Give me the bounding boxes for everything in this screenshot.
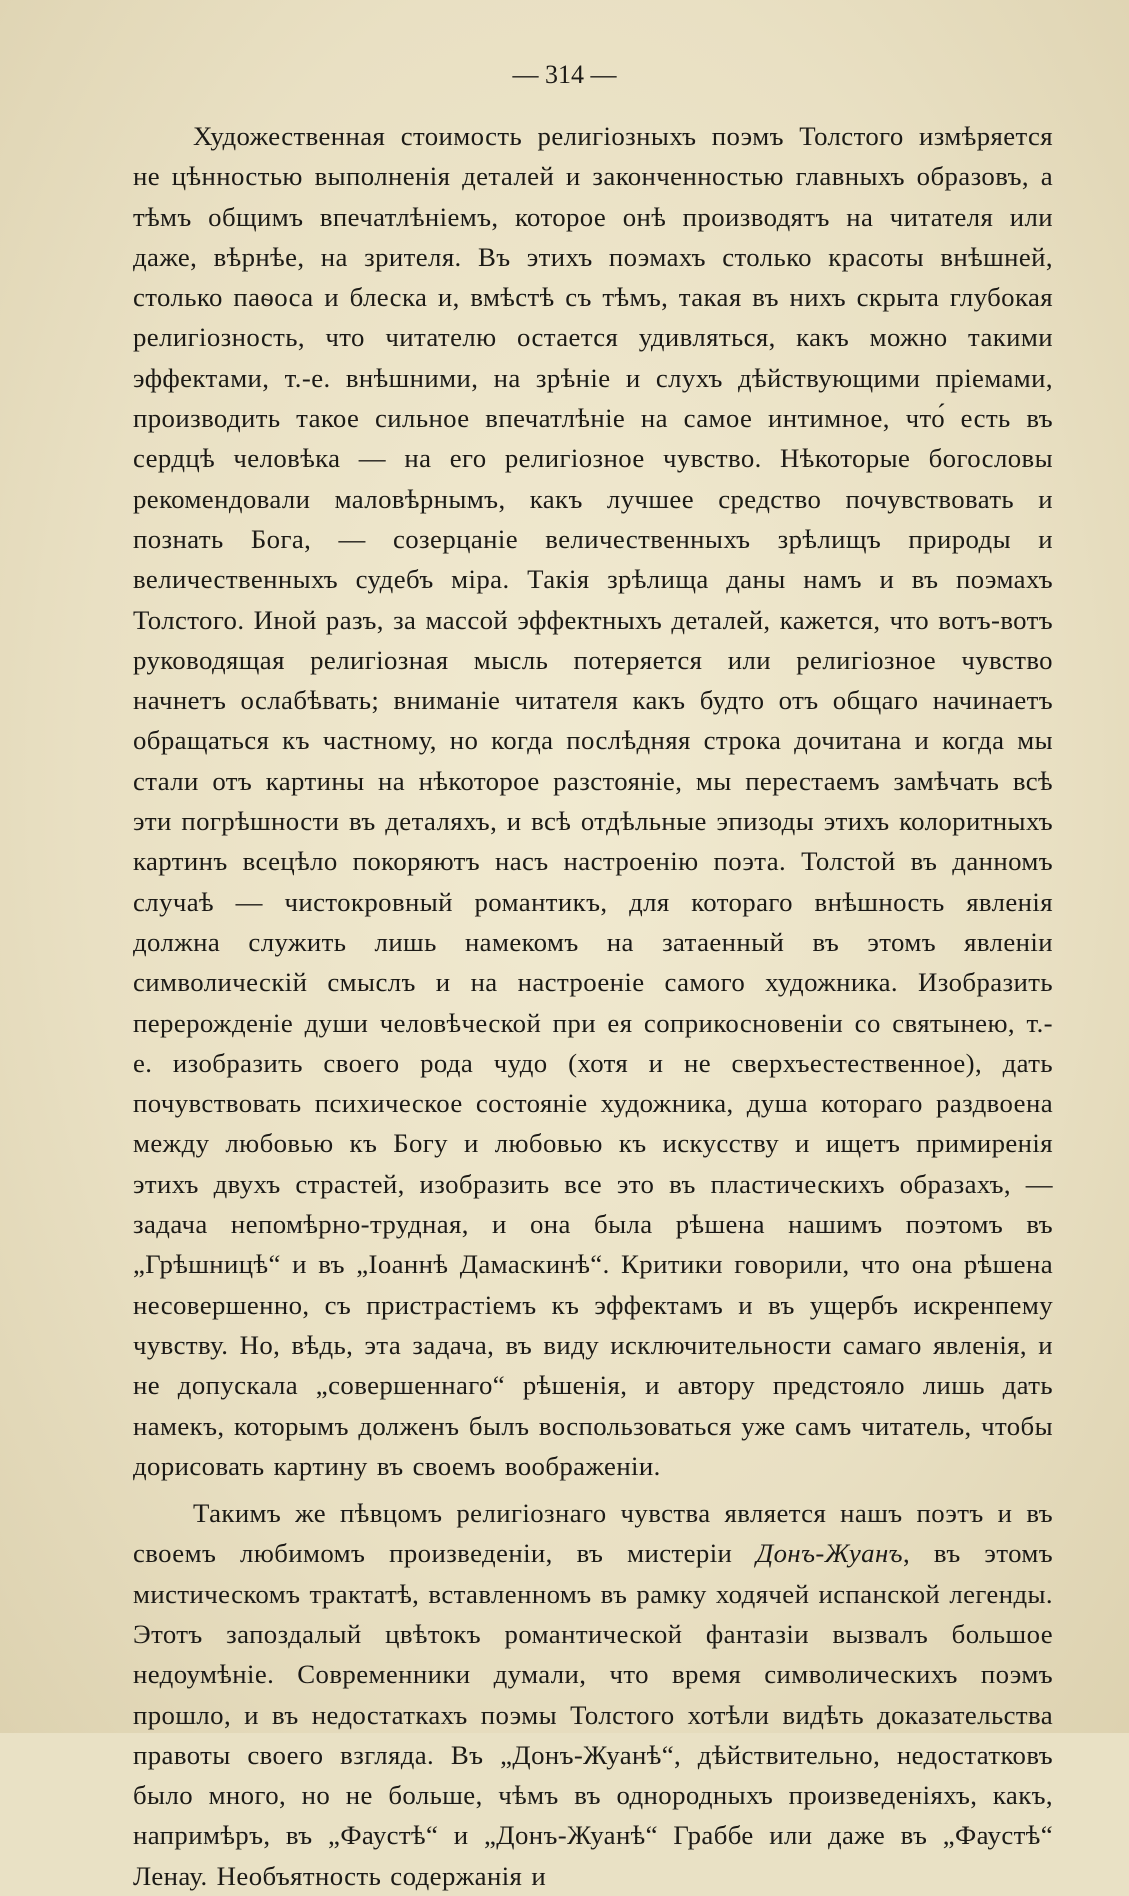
body-text [133,116,1053,1896]
paragraph-2 [133,1493,1053,1896]
paragraph-2-text-after: , въ этомъ мистическомъ трактатѣ, вставленномъ въ рамку ходячей испанской легенды. Этотъ запоздалый цвѣтокъ романтической фантазіи вызвалъ большое недоумѣніе. Современники думали, что время символическихъ поэмъ прошло, и въ недостаткахъ поэмы Толстого хотѣли видѣть доказательства правоты своего взгляда. Въ „Донъ-Жуанѣ“, дѣйствительно, недостатковъ было много, но не больше, чѣмъ въ однородныхъ произведеніяхъ, какъ, напримѣръ, въ „Фаустѣ“ и „Донъ-Жуанѣ“ Граббе или даже въ „Фаустѣ“ Ленау. Необъятность содержанія и [133,1538,1053,1891]
italic-title-don-juan: Донъ-Жуанъ [756,1538,903,1569]
paragraph-1: Художественная стоимость религіозныхъ поэмъ Толстого измѣряется не цѣнностью выполненія деталей и законченностью главныхъ образовъ, а тѣмъ общимъ впечатлѣніемъ, которое онѣ производятъ на читателя или даже, вѣрнѣе, на зрителя. Въ этихъ поэмахъ столько красоты внѣшней, столько паѳоса и блеска и, вмѣстѣ съ тѣмъ, такая въ нихъ скрыта глубокая религіозность, что читателю остается удивляться, какъ можно такими эффектами, т.-е. внѣшними, на зрѣніе и слухъ дѣйствующими пріемами, производить такое сильное впечатлѣніе на самое интимное, что́ есть въ сердцѣ человѣка — на его религіозное чувство. Нѣкоторые богословы рекомендовали маловѣрнымъ, какъ лучшее средство почувствовать и познать Бога, — созерцаніе величественныхъ зрѣлищъ природы и величественныхъ судебъ міра. Такія зрѣлища даны намъ и въ поэмахъ Толстого. Иной разъ, за массой эффектныхъ деталей, кажется, что вотъ-вотъ руководящая религіозная мысль потеряется или религіозное чувство начнетъ ослабѣвать; вниманіе читателя какъ будто отъ общаго начинаетъ обращаться къ частному, но когда послѣдняя строка дочитана и когда мы стали отъ картины на нѣкоторое разстояніе, мы перестаемъ замѣчать всѣ эти погрѣшности въ деталяхъ, и всѣ отдѣльные эпизоды этихъ колоритныхъ картинъ всецѣло покоряютъ насъ настроенію поэта. Толстой въ данномъ случаѣ — чистокровный романтикъ, для котораго внѣшность явленія должна служить лишь намекомъ на затаенный въ этомъ явленіи символическій смыслъ и на настроеніе самого художника. Изобразить перерожденіе души человѣческой при ея соприкосновеніи со святынею, т.-е. изобразить своего рода чудо (хотя и не сверхъестественное), дать почувствовать психическое состояніе художника, душа котораго раздвоена между любовью къ Богу и любовью къ искусству и ищетъ примиренія этихъ двухъ страстей, изобразить все это въ пластическихъ образахъ, — задача непомѣрно-трудная, и она была рѣшена нашимъ поэтомъ въ „Грѣшницѣ“ и въ „Іоаннѣ Дамаскинѣ“. Критики говорили, что она рѣшена несовершенно, съ пристрастіемъ къ эффектамъ и въ ущербъ искренпему чувству. Но, вѣдь, эта задача, въ виду исключительности самаго явленія, и не допускала „совершеннаго“ рѣшенія, и автору предстояло лишь дать намекъ, которымъ долженъ былъ воспользоваться уже самъ читатель, чтобы дорисовать картину въ своемъ воображеніи. [133,121,1053,1481]
paragraph-2-text-before: Такимъ же пѣвцомъ религіознаго чувства является нашъ поэтъ и въ своемъ любимомъ произведеніи, въ мистеріи [133,1498,1053,1569]
page-number: — 314 — [512,60,617,89]
